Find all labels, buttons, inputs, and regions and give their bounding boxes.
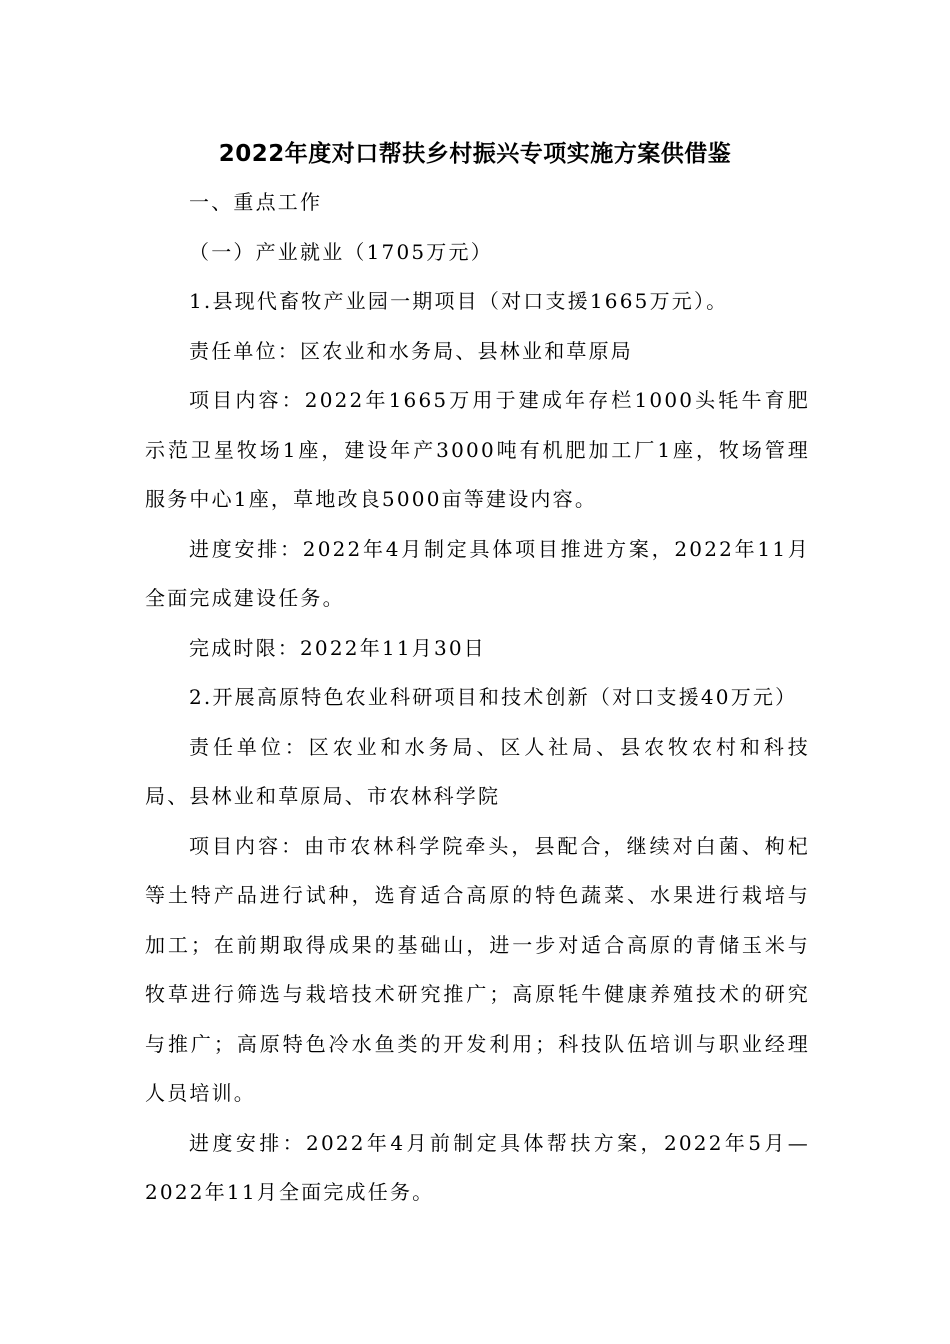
project-1-responsible-units: 责任单位：区农业和水务局、县林业和草原局: [189, 338, 633, 363]
project-2-content: 项目内容：由市农林科学院牵头，县配合，继续对白菌、枸杞等土特产品进行试种，选育适合高原的特色蔬菜、水果进行栽培与加工；在前期取得成果的基础山，进一步对适合高原的青储玉米与牧草进行筛选与栽培技术研究推广；高原牦牛健康养殖技术的研究与推广；高原特色冷水鱼类的开发利用；科技队伍培训与职业经理人员培训。: [145, 833, 810, 1105]
document-title: 2022年度对口帮扶乡村振兴专项实施方案供借鉴: [218, 141, 732, 167]
document-body: [145, 178, 810, 1218]
project-2-schedule: 进度安排：2022年4月前制定具体帮扶方案，2022年5月—2022年11月全面完成任务。: [145, 1130, 810, 1204]
project-2-heading: 2.开展高原特色农业科研项目和技术创新（对口支援40万元）: [189, 685, 798, 709]
project-1-deadline: 完成时限：2022年11月30日: [189, 635, 486, 660]
project-1-schedule: 进度安排：2022年4月制定具体项目推进方案，2022年11月全面完成建设任务。: [145, 536, 810, 610]
section-heading-key-work: 一、重点工作: [189, 190, 323, 214]
project-1-content: 项目内容：2022年1665万用于建成年存栏1000头牦牛育肥示范卫星牧场1座，建设年产3000吨有机肥加工厂1座，牧场管理服务中心1座，草地改良5000亩等建设内容。: [145, 388, 810, 511]
project-2-responsible-units: 责任单位：区农业和水务局、区人社局、县农牧农村和科技局、县林业和草原局、市农林科学院: [145, 734, 810, 808]
project-1-heading: 1.县现代畜牧产业园一期项目（对口支援1665万元）。: [189, 289, 729, 313]
subsection-heading-industry-employment: （一）产业就业（1705万元）: [189, 239, 493, 264]
